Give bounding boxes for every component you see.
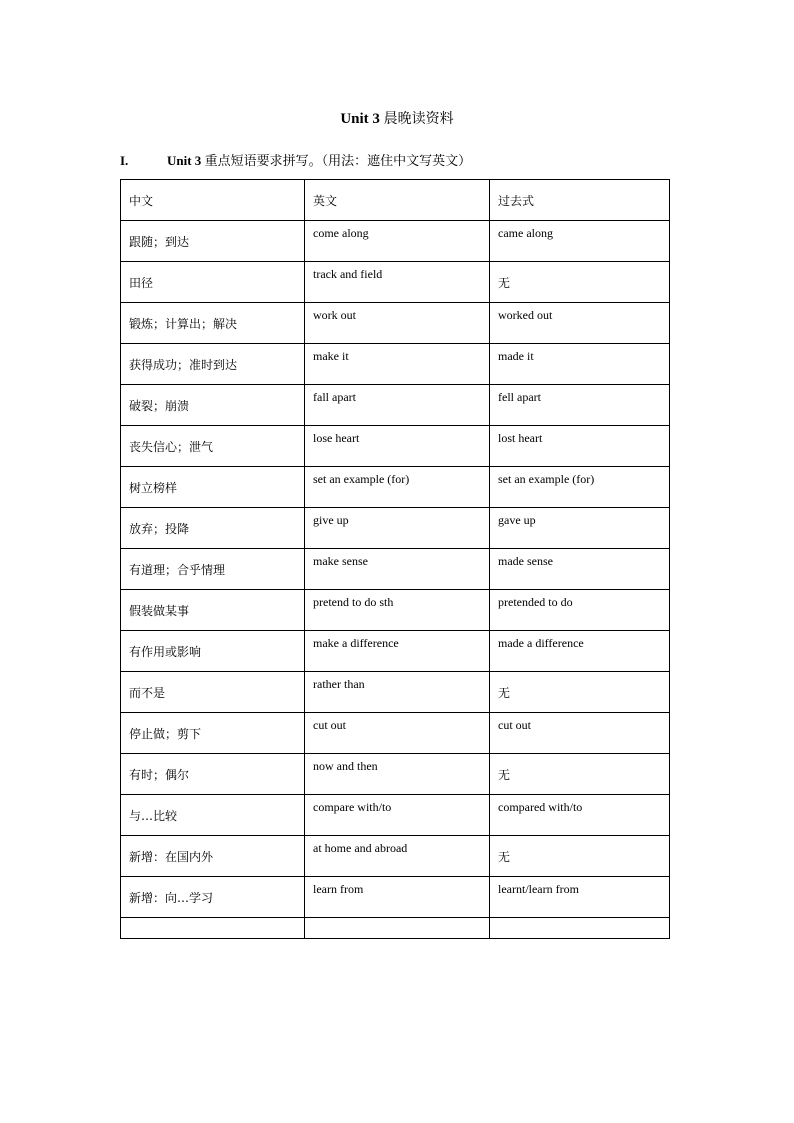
- section-heading: [120, 150, 471, 169]
- cell-past-tense: lost heart: [490, 426, 670, 467]
- section-instruction: 重点短语要求拼写。（用法：遮住中文写英文）: [204, 154, 472, 169]
- cell-past-tense: made sense: [490, 549, 670, 590]
- empty-cell: [305, 918, 490, 939]
- cell-past-tense: 无: [490, 754, 670, 795]
- table-row: [121, 221, 670, 262]
- cell-chinese: 有道理；合乎情理: [121, 549, 305, 590]
- table-row: [121, 631, 670, 672]
- cell-english: work out: [305, 303, 490, 344]
- cell-chinese: 与…比较: [121, 795, 305, 836]
- cell-past-tense: cut out: [490, 713, 670, 754]
- title-cn: 晨晚读资料: [383, 111, 454, 127]
- table-row: [121, 426, 670, 467]
- cell-english: at home and abroad: [305, 836, 490, 877]
- table-row: [121, 877, 670, 918]
- table-row: [121, 590, 670, 631]
- cell-past-tense: pretended to do: [490, 590, 670, 631]
- header-english: 英文: [305, 180, 490, 221]
- section-number: I.: [120, 153, 129, 168]
- cell-past-tense: set an example (for): [490, 467, 670, 508]
- header-past-tense: 过去式: [490, 180, 670, 221]
- cell-past-tense: came along: [490, 221, 670, 262]
- cell-past-tense: made it: [490, 344, 670, 385]
- table-row: [121, 795, 670, 836]
- cell-chinese: 获得成功；准时到达: [121, 344, 305, 385]
- cell-chinese: 田径: [121, 262, 305, 303]
- empty-cell: [490, 918, 670, 939]
- cell-past-tense: worked out: [490, 303, 670, 344]
- cell-english: make a difference: [305, 631, 490, 672]
- header-chinese: 中文: [121, 180, 305, 221]
- table-row: [121, 672, 670, 713]
- cell-english: give up: [305, 508, 490, 549]
- cell-english: make it: [305, 344, 490, 385]
- table-row: [121, 467, 670, 508]
- cell-english: rather than: [305, 672, 490, 713]
- table-header-row: [121, 180, 670, 221]
- section-unit: Unit 3: [167, 153, 202, 168]
- table-row-empty: [121, 918, 670, 939]
- table-row: [121, 549, 670, 590]
- cell-chinese: 丧失信心；泄气: [121, 426, 305, 467]
- cell-english: track and field: [305, 262, 490, 303]
- table-row: [121, 344, 670, 385]
- cell-chinese: 跟随；到达: [121, 221, 305, 262]
- cell-past-tense: made a difference: [490, 631, 670, 672]
- cell-chinese: 有作用或影响: [121, 631, 305, 672]
- cell-chinese: 有时；偶尔: [121, 754, 305, 795]
- cell-english: lose heart: [305, 426, 490, 467]
- cell-chinese: 假装做某事: [121, 590, 305, 631]
- cell-past-tense: 无: [490, 672, 670, 713]
- cell-english: pretend to do sth: [305, 590, 490, 631]
- cell-chinese: 新增：向…学习: [121, 877, 305, 918]
- cell-chinese: 破裂；崩溃: [121, 385, 305, 426]
- cell-chinese: 锻炼；计算出；解决: [121, 303, 305, 344]
- cell-english: fall apart: [305, 385, 490, 426]
- cell-past-tense: 无: [490, 262, 670, 303]
- cell-chinese: 而不是: [121, 672, 305, 713]
- cell-past-tense: learnt/learn from: [490, 877, 670, 918]
- cell-english: set an example (for): [305, 467, 490, 508]
- cell-english: cut out: [305, 713, 490, 754]
- table-row: [121, 836, 670, 877]
- cell-past-tense: gave up: [490, 508, 670, 549]
- cell-chinese: 树立榜样: [121, 467, 305, 508]
- table-row: [121, 713, 670, 754]
- cell-english: now and then: [305, 754, 490, 795]
- cell-chinese: 新增：在国内外: [121, 836, 305, 877]
- page-title: [0, 108, 794, 128]
- cell-past-tense: compared with/to: [490, 795, 670, 836]
- cell-past-tense: 无: [490, 836, 670, 877]
- cell-english: make sense: [305, 549, 490, 590]
- vocabulary-table: [120, 179, 670, 939]
- table-row: [121, 508, 670, 549]
- table-row: [121, 303, 670, 344]
- empty-cell: [121, 918, 305, 939]
- title-unit: Unit 3: [340, 111, 380, 127]
- cell-chinese: 放弃；投降: [121, 508, 305, 549]
- table-row: [121, 262, 670, 303]
- table-row: [121, 754, 670, 795]
- cell-english: come along: [305, 221, 490, 262]
- cell-english: compare with/to: [305, 795, 490, 836]
- cell-past-tense: fell apart: [490, 385, 670, 426]
- cell-english: learn from: [305, 877, 490, 918]
- table-row: [121, 385, 670, 426]
- cell-chinese: 停止做；剪下: [121, 713, 305, 754]
